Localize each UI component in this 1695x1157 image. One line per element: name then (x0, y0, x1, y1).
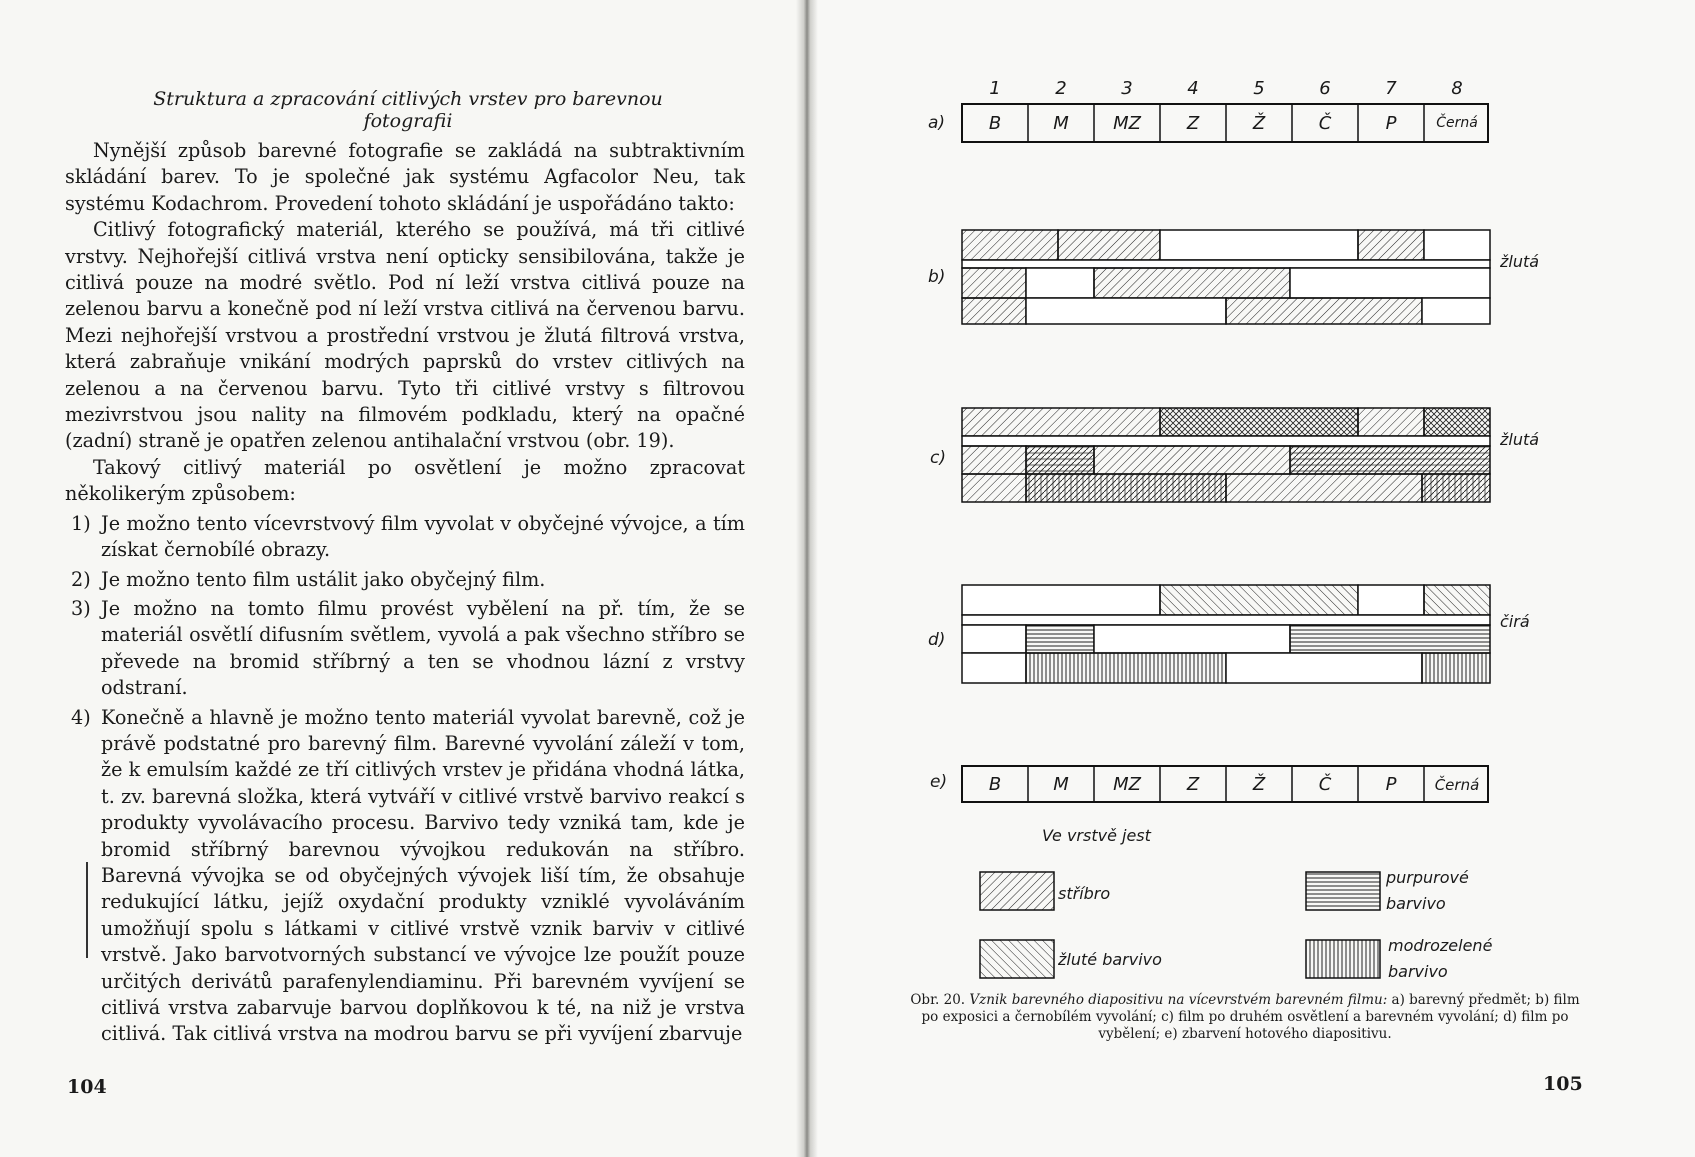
cell-a: M (1053, 113, 1069, 134)
legend-magenta-label-1: purpurové (1386, 868, 1469, 887)
column-number: 5 (1253, 78, 1265, 99)
column-number: 4 (1187, 78, 1199, 99)
legend-silver-label: stříbro (1058, 884, 1111, 903)
cell-a: B (988, 113, 1002, 134)
cell-a: Č (1318, 113, 1332, 134)
list-text: Je možno tento vícevrstvový film vyvolat v obyčejné vývojce, a tím získat černobílé obrazy. (101, 511, 745, 562)
cell-e: Č (1318, 774, 1332, 795)
column-number: 7 (1385, 78, 1397, 99)
row-label-b: b) (928, 267, 946, 287)
list-text: Je možno na tomto filmu provést vybělení na př. tím, že se materiál osvětlí difusním světlem, vyvolá a pak všechno stříbro se převede na bromid stříbrný a ten se vhodnou lázní z vrstvy odstraní. (101, 596, 745, 700)
list-number: 3) (71, 596, 91, 620)
page-number-right: 105 (1543, 1073, 1583, 1095)
row-label-e: e) (930, 772, 948, 792)
column-number: 1 (989, 78, 1001, 99)
caption-prefix: Obr. 20. (910, 992, 966, 1008)
row-b-layers (962, 230, 1490, 324)
caption-body: a) barevný předmět; b) film po exposici a černobílém vyvolání; c) film po druhém osvětlení a barevném vyvolání; d) film po vybělení; e) zbarvení hotového diapositivu. (921, 992, 1580, 1042)
row-label-c: c) (930, 448, 946, 468)
cell-e: M (1053, 774, 1069, 795)
paragraph: Citlivý fotografický materiál, kterého se používá, má tři citlivé vrstvy. Nejhořejší citlivá vrstva není opticky sensibilována, takže je citlivá pouze na modré světlo. Pod ní leží vrstva citlivá pouze na zelenou barvu a konečně pod ní leží vrstva citlivá na červenou barvu. Mezi nejhořejší vrstvou a prostřední vrstvou je žlutá filtrová vrstva, která zabraňuje vnikání modrých paprsků do vrstev citlivých na zelenou a na červenou barvu. Tyto tři citlivé vrstvy s filtrovou mezivrstvou jsou nality na filmovém podkladu, který na opačné (zadní) straně je opatřen zelenou antihalační vrstvou (obr. 19). (65, 218, 745, 453)
side-label-c: žlutá (1500, 430, 1540, 449)
cell-e: Černá (1434, 776, 1480, 794)
legend-swatch-yellow (980, 940, 1054, 978)
column-number: 3 (1121, 78, 1133, 99)
legend-cyan-label-2: barvivo (1388, 962, 1448, 981)
cell-a: P (1385, 113, 1397, 134)
legend-title: Ve vrstvě jest (1042, 826, 1151, 845)
paragraph: Nynější způsob barevné fotografie se zakládá na subtraktivním skládání barev. To je společné jak systému Agfacolor Neu, tak systému Kodachrom. Provedení tohoto skládání je uspořádáno takto: (65, 139, 745, 215)
column-number: 6 (1319, 78, 1331, 99)
side-label-d: čirá (1500, 612, 1530, 631)
cell-a: Černá (1436, 115, 1478, 131)
list-number: 2) (71, 567, 91, 591)
row-label-d: d) (928, 630, 946, 650)
cell-a: Ž (1252, 113, 1266, 134)
paragraph: Takový citlivý materiál po osvětlení je možno zpracovat několikerým způsobem: (65, 455, 745, 506)
side-label-b: žlutá (1500, 252, 1540, 271)
cell-e: P (1385, 774, 1397, 795)
legend-swatch-cyan (1306, 940, 1380, 978)
cell-a: Z (1186, 113, 1200, 134)
cell-a: MZ (1113, 113, 1141, 134)
cell-e: MZ (1113, 774, 1141, 795)
running-head: Struktura a zpracování citlivých vrstev pro barevnou fotografii (153, 88, 663, 132)
cell-e: B (988, 774, 1002, 795)
list-number: 4) (71, 705, 91, 729)
caption-title: Vznik barevného diapositivu na vícevrstvém barevném filmu: (969, 992, 1388, 1008)
legend-swatch-silver (980, 872, 1054, 910)
legend-swatch-magenta (1306, 872, 1380, 910)
list-text: Konečně a hlavně je možno tento materiál vyvolat barevně, což je právě podstatné pro barevný film. Barevné vyvolání záleží v tom, že k emulsím každé ze tří citlivých vrstev je přidána vhodná látka, t. zv. barevná složka, která vytváří v citlivé vrstvě barvivo reakcí s produkty vyvolávacího procesu. Barvivo tedy vzniká tam, kde je bromid stříbrný barevnou vývojkou redukován na stříbro. Barevná vývojka se od obyčejných vývojek liší tím, že obsahuje redukující látku, jejíž oxydační produkty vzniklé vyvoláváním umožňují spolu s látkami v citlivé vrstvě vznik barviv v citlivé vrstvě. Jako barvotvorných substancí ve vývojce lze použít pouze určitých derivátů parafenylendiaminu. Při barevném vyvíjení se citlivá vrstva zabarvuje barvou doplňkovou k té, na niž je vrstva citlivá. Tak citlivá vrstva na modrou barvu se při vyvíjení zbarvuje (101, 705, 745, 1046)
cell-e: Z (1186, 774, 1200, 795)
list-number: 1) (71, 511, 91, 535)
column-number: 2 (1055, 78, 1067, 99)
row-label-a: a) (928, 113, 946, 133)
page-number-left: 104 (67, 1076, 107, 1098)
legend-yellow-label: žluté barvivo (1058, 950, 1162, 969)
column-number: 8 (1451, 78, 1463, 99)
row-d-layers (962, 585, 1490, 683)
list-text: Je možno tento film ustálit jako obyčejný film. (101, 567, 546, 591)
cell-e: Ž (1252, 774, 1266, 795)
row-c-layers (962, 408, 1490, 502)
legend-cyan-label-1: modrozelené (1388, 936, 1493, 955)
figure-caption (905, 992, 1585, 1043)
legend-magenta-label-2: barvivo (1386, 894, 1446, 913)
